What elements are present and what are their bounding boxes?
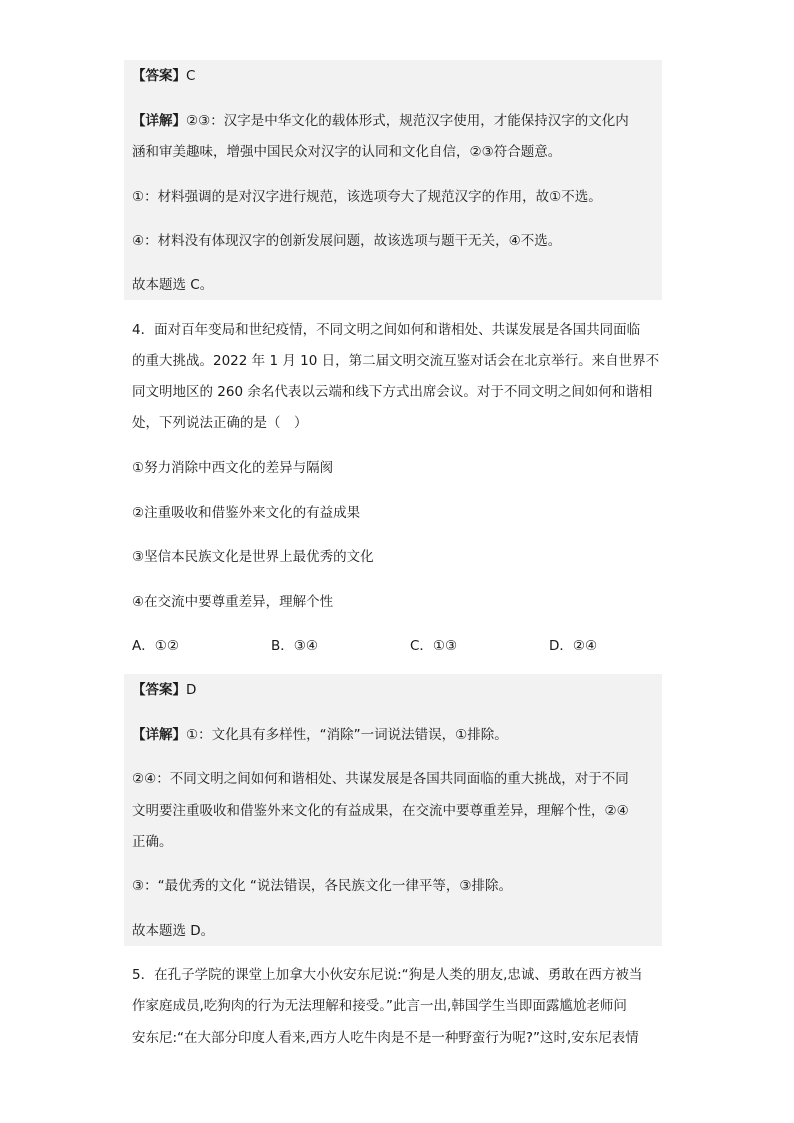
q4-option-d: D．②④: [549, 638, 598, 654]
detail-text: ②③：汉字是中华文化的载体形式，规范汉字使用，才能保持汉字的文化内: [186, 113, 629, 129]
q4-stem-line-2: 的重大挑战。2022 年 1 月 10 日，第二届文明交流互鉴对话会在北京举行。来自世界不: [132, 353, 660, 369]
q5-stem-line-1: 5．在孔子学院的课堂上加拿大小伙安东尼说:“狗是人类的朋友,忠诚、勇敢在西方被当: [132, 967, 643, 983]
answer-label: 【答案】: [132, 682, 186, 698]
answer-value: D: [186, 682, 197, 698]
q4-item-2: ②注重吸收和借鉴外来文化的有益成果: [132, 505, 361, 521]
q4-option-a: A．①②: [132, 638, 179, 654]
q3-detail-line-2: 涵和审美趣味，增强中国民众对汉字的认同和文化自信，②③符合题意。: [132, 144, 562, 160]
answer-label: 【答案】: [132, 68, 186, 84]
q3-detail-line-1: [132, 111, 629, 131]
q4-stem-line-1: 4．面对百年变局和世纪疫情，不同文明之间如何和谐相处、共谋发展是各国共同面临: [132, 322, 641, 338]
q3-answer-line: [132, 66, 195, 86]
answer-value: C: [186, 68, 196, 84]
q3-answer-block: [124, 60, 662, 300]
q4-item-3: ③坚信本民族文化是世界上最优秀的文化: [132, 549, 374, 565]
q3-detail-line-3: ①：材料强调的是对汉字进行规范，该选项夸大了规范汉字的作用，故①不选。: [132, 189, 602, 205]
q4-stem-line-4: 处，下列说法正确的是（ ）: [132, 415, 308, 431]
q4-detail-line-1: [132, 725, 508, 745]
q4-stem-line-3: 同文明地区的 260 余名代表以云端和线下方式出席会议。对于不同文明之间如何和谐相: [132, 384, 653, 400]
q4-detail-line-4: 正确。: [132, 834, 173, 850]
q4-item-1: ①努力消除中西文化的差异与隔阂: [132, 460, 334, 476]
q3-conclusion: 故本题选 C。: [132, 277, 214, 293]
q4-option-b: B．③④: [271, 638, 318, 654]
q4-detail-line-3: 文明要注重吸收和借鉴外来文化的有益成果，在交流中要尊重差异，理解个性，②④: [132, 803, 629, 819]
q5-stem-line-2: 作家庭成员,吃狗肉的行为无法理解和接受。”此言一出,韩国学生当即面露尴尬老师问: [132, 998, 627, 1014]
detail-label: 【详解】: [132, 727, 186, 743]
detail-text: ①：文化具有多样性，“消除”一词说法错误，①排除。: [186, 727, 508, 743]
q3-detail-line-4: ④：材料没有体现汉字的创新发展问题，故该选项与题干无关，④不选。: [132, 233, 562, 249]
q4-detail-line-5: ③：“最优秀的文化 “说法错误，各民族文化一律平等，③排除。: [132, 878, 512, 894]
q4-conclusion: 故本题选 D。: [132, 923, 215, 939]
q5-stem-line-3: 安东尼:“在大部分印度人看来,西方人吃牛肉是不是一种野蛮行为呢?”这时,安东尼表情: [132, 1030, 639, 1046]
q4-item-4: ④在交流中要尊重差异，理解个性: [132, 594, 334, 610]
q4-option-c: C．①③: [410, 638, 458, 654]
q4-detail-line-2: ②④：不同文明之间如何和谐相处、共谋发展是各国共同面临的重大挑战，对于不同: [132, 771, 629, 787]
q4-answer-line: [132, 680, 196, 700]
detail-label: 【详解】: [132, 113, 186, 129]
